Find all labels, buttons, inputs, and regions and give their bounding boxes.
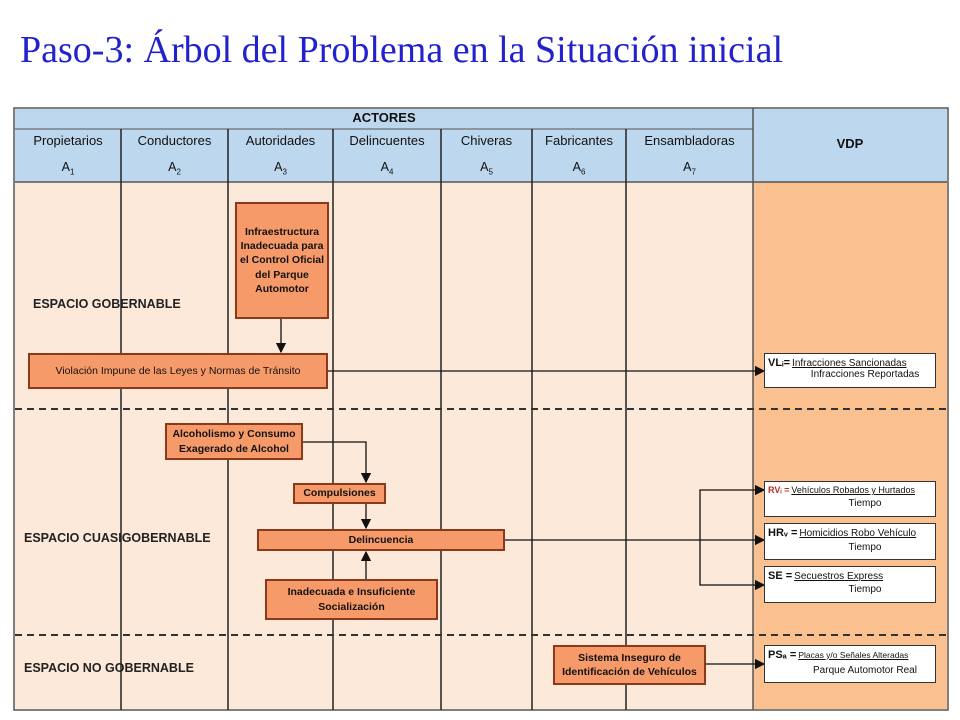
problem-socializacion: Inadecuada e Insuficiente Socialización: [265, 579, 438, 620]
actor-name: Autoridades: [245, 133, 316, 148]
space-label-no-gobernable: ESPACIO NO GOBERNABLE: [24, 661, 194, 675]
actor-code: [15, 160, 121, 177]
actor-code: [626, 160, 753, 177]
vdp-denominator: Tiempo: [848, 542, 882, 553]
vdp-numerator: Infracciones Sancionadas: [792, 357, 907, 369]
page-title: Paso-3: Árbol del Problema en la Situación inicial: [20, 29, 784, 71]
problem-compulsiones: Compulsiones: [293, 483, 386, 504]
actor-code-letter: A: [168, 160, 177, 174]
actor-code-index: 2: [176, 167, 181, 177]
vdp-indicator-vl: [764, 353, 936, 388]
vdp-symbol: RVᵢ =: [768, 485, 790, 495]
vdp-symbol: SE =: [768, 570, 793, 582]
space-label-gobernable: ESPACIO GOBERNABLE: [33, 297, 181, 311]
problem-delincuencia: Delincuencia: [257, 529, 505, 551]
problem-infraestructura: Infraestructura Inadecuada para el Control Oficial del Parque Automotor: [235, 202, 329, 319]
problem-violacion: Violación Impune de las Leyes y Normas de Tránsito: [28, 353, 328, 389]
actor-name: Delincuentes: [349, 133, 425, 148]
vdp-numerator: Vehículos Robados y Hurtados: [791, 485, 915, 495]
problem-alcoholismo: Alcoholismo y Consumo Exagerado de Alcohol: [165, 423, 303, 460]
vdp-indicator-hr: [764, 523, 936, 560]
vdp-indicator-rv: [764, 481, 936, 517]
actor-name: Fabricantes: [545, 133, 613, 148]
actor-code: [121, 160, 228, 177]
vdp-indicator-ps: [764, 645, 936, 683]
actor-name: Chiveras: [460, 133, 513, 148]
actor-code-letter: A: [480, 160, 489, 174]
vdp-symbol: VLᵢ=: [768, 357, 791, 369]
vdp-indicator-se: [764, 566, 936, 603]
actor-code-index: 3: [282, 167, 287, 177]
actor-code-letter: A: [61, 160, 70, 174]
vdp-numerator: Placas y/o Señales Alteradas: [798, 650, 909, 660]
actor-code: [441, 160, 532, 177]
vdp-symbol: PSₐ =: [768, 649, 797, 661]
vdp-denominator: Infracciones Reportadas: [810, 369, 920, 380]
actor-code-letter: A: [572, 160, 581, 174]
actor-code-letter: A: [683, 160, 692, 174]
actor-name: Conductores: [137, 133, 212, 148]
actor-code: [228, 160, 333, 177]
actor-code-index: 6: [580, 167, 586, 177]
actor-code-index: 1: [69, 167, 75, 177]
vdp-numerator: Secuestros Express: [794, 570, 884, 582]
problem-sistema: Sistema Inseguro de Identificación de Vehículos: [553, 645, 706, 685]
space-label-cuasigobernable: ESPACIO CUASIGOBERNABLE: [24, 531, 211, 545]
actor-code: [333, 160, 441, 177]
actor-name: Ensambladoras: [644, 133, 735, 148]
vdp-numerator: Homicidios Robo Vehículo: [799, 527, 917, 539]
actor-code-index: 7: [691, 167, 696, 177]
vdp-denominator: Tiempo: [848, 584, 882, 595]
actor-code-letter: A: [274, 160, 283, 174]
vdp-symbol: HRᵥ =: [768, 527, 798, 539]
vdp-denominator: Parque Automotor Real: [813, 665, 917, 676]
actor-code-index: 5: [488, 167, 493, 177]
body-band: [15, 182, 753, 709]
actor-name: Propietarios: [33, 133, 103, 148]
vdp-column-band: [753, 182, 947, 709]
vdp-denominator: Tiempo: [848, 498, 882, 509]
vdp-header: VDP: [836, 136, 864, 151]
actor-code-index: 4: [388, 167, 394, 177]
actor-code-letter: A: [380, 160, 389, 174]
actors-header: ACTORES: [352, 110, 416, 125]
actor-code: [532, 160, 626, 177]
